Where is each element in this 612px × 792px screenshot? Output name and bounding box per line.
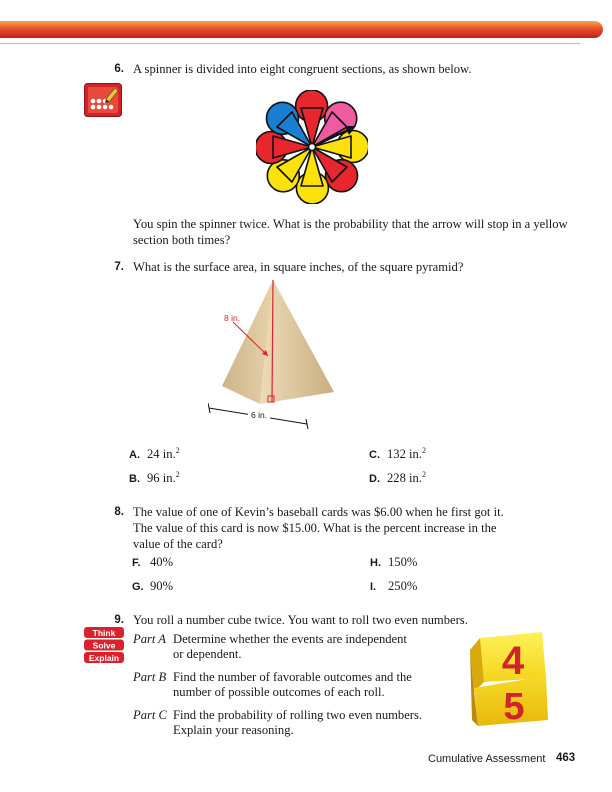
header-divider [0,43,580,44]
choice-exponent: 2 [421,470,426,479]
choice-value: 250% [388,579,418,593]
part-c-label: Part C [133,708,167,722]
question-8-line: value of the card? [133,537,223,551]
spinner-figure [256,90,368,204]
question-7-text: What is the surface area, in square inches, of the square pyramid? [133,260,464,274]
question-8-line: The value of this card is now $15.00. What is the percent increase in the [133,521,497,535]
choice-letter: D. [369,473,380,486]
part-c-line: Find the probability of rolling two even numbers. [173,708,423,722]
badge-solve: Solve [92,640,116,651]
square-pyramid-figure [208,274,358,434]
choice-i [370,579,417,594]
choice-exponent: 2 [421,446,426,455]
badge-think: Think [92,627,116,638]
part-a-label: Part A [133,632,167,646]
part-a-line: or dependent. [173,647,242,661]
choice-value: 150% [388,555,418,569]
choice-value: 132 in. [387,447,422,462]
question-7-number: 7. [114,261,124,273]
question-8-number: 8. [114,506,124,518]
part-b-line: number of possible outcomes of each roll. [173,685,385,699]
choice-letter: I. [370,581,377,593]
page-number: 463 [556,752,576,764]
cube-top-number: 4 [501,639,525,683]
part-b-label: Part B [133,670,167,684]
choice-value: 96 in. [147,471,176,486]
choice-d [369,470,426,486]
badge-explain: Explain [88,652,120,663]
question-6-prompt: You spin the spinner twice. What is the probability that the arrow will stop in a yellow section both times? [133,217,568,247]
part-c-line: Explain your reasoning. [173,723,294,737]
choice-exponent: 2 [175,446,180,455]
question-6-number: 6. [114,63,124,75]
choice-b [129,470,180,486]
part-b [133,670,453,702]
choice-letter: C. [369,449,380,462]
part-a [133,632,453,664]
choice-letter: F. [132,557,141,569]
choice-f [132,555,173,570]
choice-value: 90% [150,579,174,593]
choice-letter: H. [370,557,381,569]
question-9-number: 9. [114,614,124,626]
base-edge-label: 6 in. [251,410,268,420]
part-c [133,708,453,740]
choice-value: 228 in. [387,471,422,486]
think-solve-explain-badge [83,626,125,664]
choice-g [132,579,173,594]
header-banner [0,21,603,38]
question-9-text: You roll a number cube twice. You want to roll two even numbers. [133,613,468,627]
question-6-text: A spinner is divided into eight congruent sections, as shown below. [133,62,472,76]
choice-h [370,555,417,570]
part-b-line: Find the number of favorable outcomes and the [173,670,412,684]
choice-value: 24 in. [147,447,176,462]
part-a-line: Determine whether the events are independent [173,632,407,646]
slant-height-label: 8 in. [224,313,241,323]
footer-section-title: Cumulative Assessment [428,753,546,765]
choice-exponent: 2 [175,470,180,479]
choice-value: 40% [150,555,174,569]
number-cube-figure [466,628,550,728]
question-8-text [133,504,603,552]
cube-front-number: 5 [503,686,525,728]
choice-c [369,446,426,462]
choice-a [129,446,180,462]
choice-letter: B. [129,473,140,486]
question-8-line: The value of one of Kevin’s baseball cards was $6.00 when he first got it. [133,505,504,519]
choice-letter: G. [132,581,144,593]
calculator-icon [84,83,122,117]
choice-letter: A. [129,449,140,462]
